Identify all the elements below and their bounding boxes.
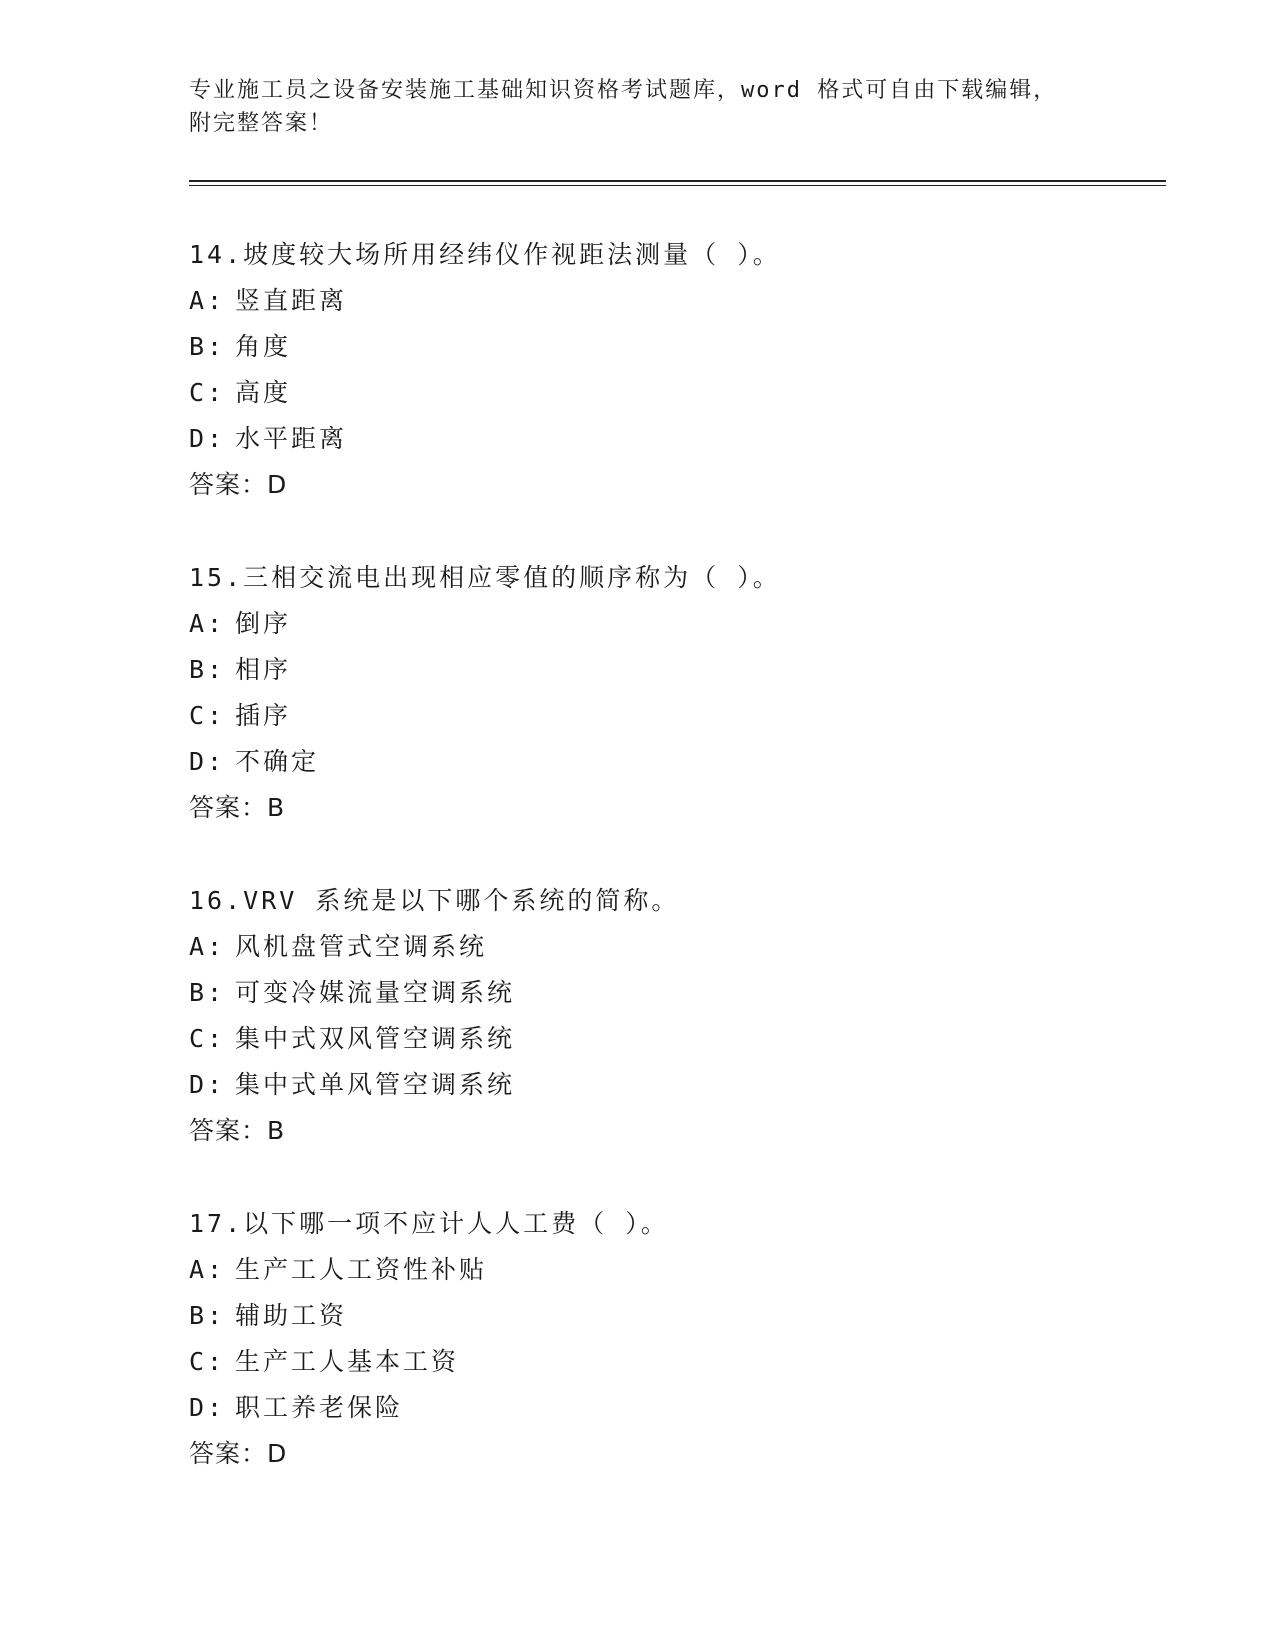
- question-block: [189, 878, 1139, 1154]
- answer-line: 答案：B: [189, 1116, 286, 1145]
- option-c: [189, 1016, 1139, 1062]
- option-text: 集中式单风管空调系统: [235, 1070, 516, 1099]
- option-b: [189, 647, 1139, 693]
- option-b: [189, 1293, 1139, 1339]
- option-text: 生产工人工资性补贴: [235, 1255, 488, 1284]
- question-block: [189, 1201, 1139, 1477]
- option-text: 相序: [235, 655, 292, 684]
- question-block: [189, 232, 1139, 508]
- option-a: [189, 1247, 1139, 1293]
- option-text: 竖直距离: [235, 286, 348, 315]
- answer-line: 答案：D: [189, 470, 288, 499]
- option-letter: D:: [189, 1070, 226, 1099]
- option-b: [189, 324, 1139, 370]
- option-c: [189, 693, 1139, 739]
- option-c: [189, 1339, 1139, 1385]
- option-text: 不确定: [235, 747, 320, 776]
- option-text: 集中式双风管空调系统: [235, 1024, 516, 1053]
- header-divider-thin: [189, 185, 1166, 186]
- option-text: 倒序: [235, 609, 292, 638]
- option-text: 插序: [235, 701, 292, 730]
- question-block: [189, 555, 1139, 831]
- header-line-1: 专业施工员之设备安装施工基础知识资格考试题库，word 格式可自由下载编辑，: [189, 78, 1058, 103]
- answer-line: 答案：D: [189, 1439, 288, 1468]
- option-letter: A:: [189, 286, 226, 315]
- option-text: 风机盘管式空调系统: [235, 932, 488, 961]
- option-letter: D:: [189, 1393, 226, 1422]
- option-a: [189, 278, 1139, 324]
- option-text: 水平距离: [235, 424, 348, 453]
- question-stem: 17.以下哪一项不应计人人工费（ ）。: [189, 1209, 669, 1238]
- option-letter: D:: [189, 747, 226, 776]
- option-text: 可变冷媒流量空调系统: [235, 978, 516, 1007]
- option-c: [189, 370, 1139, 416]
- option-text: 角度: [235, 332, 292, 361]
- option-text: 辅助工资: [235, 1301, 348, 1330]
- header-line-2: 附完整答案！: [189, 111, 334, 136]
- document-header: [189, 74, 1089, 140]
- question-stem: 14.坡度较大场所用经纬仪作视距法测量（ ）。: [189, 240, 781, 269]
- option-letter: B:: [189, 978, 226, 1007]
- option-letter: C:: [189, 378, 226, 407]
- option-a: [189, 924, 1139, 970]
- option-letter: B:: [189, 655, 226, 684]
- option-d: [189, 416, 1139, 462]
- option-letter: B:: [189, 332, 226, 361]
- option-letter: A:: [189, 609, 226, 638]
- option-a: [189, 601, 1139, 647]
- question-stem: 15.三相交流电出现相应零值的顺序称为（ ）。: [189, 563, 781, 592]
- option-letter: C:: [189, 1024, 226, 1053]
- option-text: 高度: [235, 378, 292, 407]
- option-d: [189, 1062, 1139, 1108]
- option-text: 生产工人基本工资: [235, 1347, 460, 1376]
- option-letter: C:: [189, 1347, 226, 1376]
- option-text: 职工养老保险: [235, 1393, 404, 1422]
- option-letter: A:: [189, 1255, 226, 1284]
- option-letter: A:: [189, 932, 226, 961]
- option-d: [189, 739, 1139, 785]
- option-letter: B:: [189, 1301, 226, 1330]
- option-d: [189, 1385, 1139, 1431]
- header-divider-thick: [189, 180, 1166, 182]
- option-letter: D:: [189, 424, 226, 453]
- answer-line: 答案：B: [189, 793, 286, 822]
- question-stem: 16.VRV 系统是以下哪个系统的简称。: [189, 886, 680, 915]
- option-b: [189, 970, 1139, 1016]
- option-letter: C:: [189, 701, 226, 730]
